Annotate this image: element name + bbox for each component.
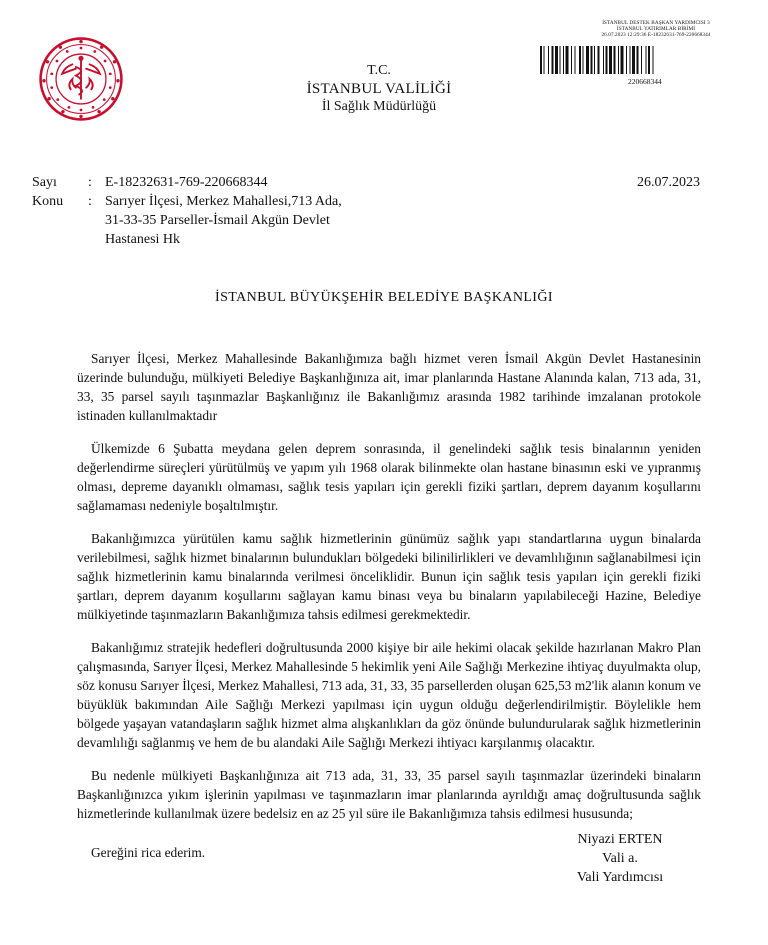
paragraph-3: Bakanlığımızca yürütülen kamu sağlık hizmetlerinin günümüz sağlık yapı standartlarına uygun binalarda verilebilmesi, sağlık hizmet binalarının bulundukları bölgedeki bilinilirlikleri ve devamlılığının sağlanabilmesi için sağlık hizmetlerinin kamu binalarında verilmesi önceliklidir. Bunun için sağlık tesis yapıları için gerekli fiziki şartları, deprem dayanım koşullarını sağlayan kamu binası veya bu binaların yapılabileceği Hazine, Belediye mülkiyetinde taşınmazların Bakanlığımıza tahsis edilmesi gerekmektedir. (77, 531, 701, 622)
signer-title: Vali Yardımcısı (576, 870, 664, 885)
sayi-colon: : (88, 175, 92, 190)
paragraph-4: Bakanlığımız stratejik hedefleri doğrultusunda 2000 kişiye bir aile hekimi olacak şekilde hazırlanan Makro Plan çalışmasında, Sarıyer İlçesi, Merkez Mahallesinde 5 hekimlik yeni Aile Sağlığı Merkezine ihtiyaç duyulmakta olup, söz konusu Sarıyer İlçesi, Merkez Mahallesi, 713 ada, 31, 33, 35 parsellerden oluşan 625,53 m2'lik alanın konum ve büyüklük bakımından Aile Sağlığı Merkezi yapılması için uygun olduğu değerlendirilmiştir. Böylelikle hem bölgede yaşayan vatandaşların sağlık hizmet alma alışkanlıkları da göz önünde bulundurularak sağlık hizmetlerinin devamlılığı sağlanmış ve hem de bu alandaki Aile Sağlığı Merkezi ihtiyacı karşılanmış olacaktır. (77, 640, 701, 750)
ministry-logo-icon (38, 36, 124, 122)
sayi-value: E-18232631-769-220668344 (105, 175, 268, 190)
closing-line: Gereğini rica ederim. (91, 845, 206, 860)
konu-line-1: Sarıyer İlçesi, Merkez Mahallesi,713 Ada, (105, 194, 342, 209)
paragraph-2: Ülkemizde 6 Şubatta meydana gelen deprem sonrasında, il genelindeki sağlık tesis binalarının yeniden değerlendirme süreçleri yürütülmüş ve yapım yılı 1968 olarak bilinmekte olan hastane binasının eski ve yıpranmış olması, depreme dayanıklı olmaması, sağlık tesis yapıları için gerekli fiziki şartları, deprem dayanım koşullarını sağlamaması nedeniyle boşaltılmıştır. (77, 441, 701, 513)
signer-line-2: Vali a. (602, 851, 638, 866)
header-directorate: İl Sağlık Müdürlüğü (321, 99, 437, 114)
konu-line-2: 31-33-35 Parseller-İsmail Akgün Devlet (105, 213, 330, 228)
barcode-number: 220668344 (628, 77, 662, 86)
konu-colon: : (88, 194, 92, 209)
stamp-line-3: 26.07.2023 12:29:36 E-18232631-769-220668344 (601, 32, 711, 39)
header-tc: T.C. (367, 63, 391, 78)
signature-block (560, 830, 680, 887)
document-date: 26.07.2023 (637, 175, 700, 190)
document-stamp (558, 20, 754, 39)
stamp-line-2: İSTANBUL YATIRIMLAR BİRİMİ (616, 26, 696, 33)
document-meta (32, 173, 700, 249)
sayi-label: Sayı (32, 175, 57, 190)
konu-label: Konu (32, 194, 64, 209)
letter-body (77, 349, 701, 876)
stamp-line-1: İSTANBUL DESTEK BAŞKAN YARDIMCISI 3 (602, 20, 710, 26)
barcode-icon (540, 46, 750, 74)
paragraph-5: Bu nedenle mülkiyeti Başkanlığınıza ait 713 ada, 31, 33, 35 parsel sayılı taşınmazlar üzerindeki binaların Başkanlığınızca yıkım işlerinin yapılması ve taşınmazların imar planlarında ayrıldığı amaç doğrultusunda sağlık hizmetlerinde kullanılmak üzere bedelsiz en az 25 yıl süre ile Bakanlığımıza tahsis edilmesi hususunda; (77, 768, 701, 821)
header-governorship: İSTANBUL VALİLİĞİ (306, 81, 452, 97)
signer-name: Niyazi ERTEN (577, 832, 663, 847)
letterhead (284, 62, 474, 116)
paragraph-1: Sarıyer İlçesi, Merkez Mahallesinde Bakanlığımıza bağlı hizmet veren İsmail Akgün Devlet Hastanesinin üzerinde bulunduğu, mülkiyeti Belediye Başkanlığınıza ait, imar planlarında Hastane Alanında kalan, 713 ada, 31, 33, 35 parsel sayılı taşınmazlar Başkanlığınız ile Bakanlığımız arasında 1982 tarihinde imzalanan protokole istinaden kullanılmaktadır (77, 351, 701, 423)
recipient: İSTANBUL BÜYÜKŞEHİR BELEDİYE BAŞKANLIĞI (215, 290, 553, 305)
konu-line-3: Hastanesi Hk (105, 232, 181, 247)
